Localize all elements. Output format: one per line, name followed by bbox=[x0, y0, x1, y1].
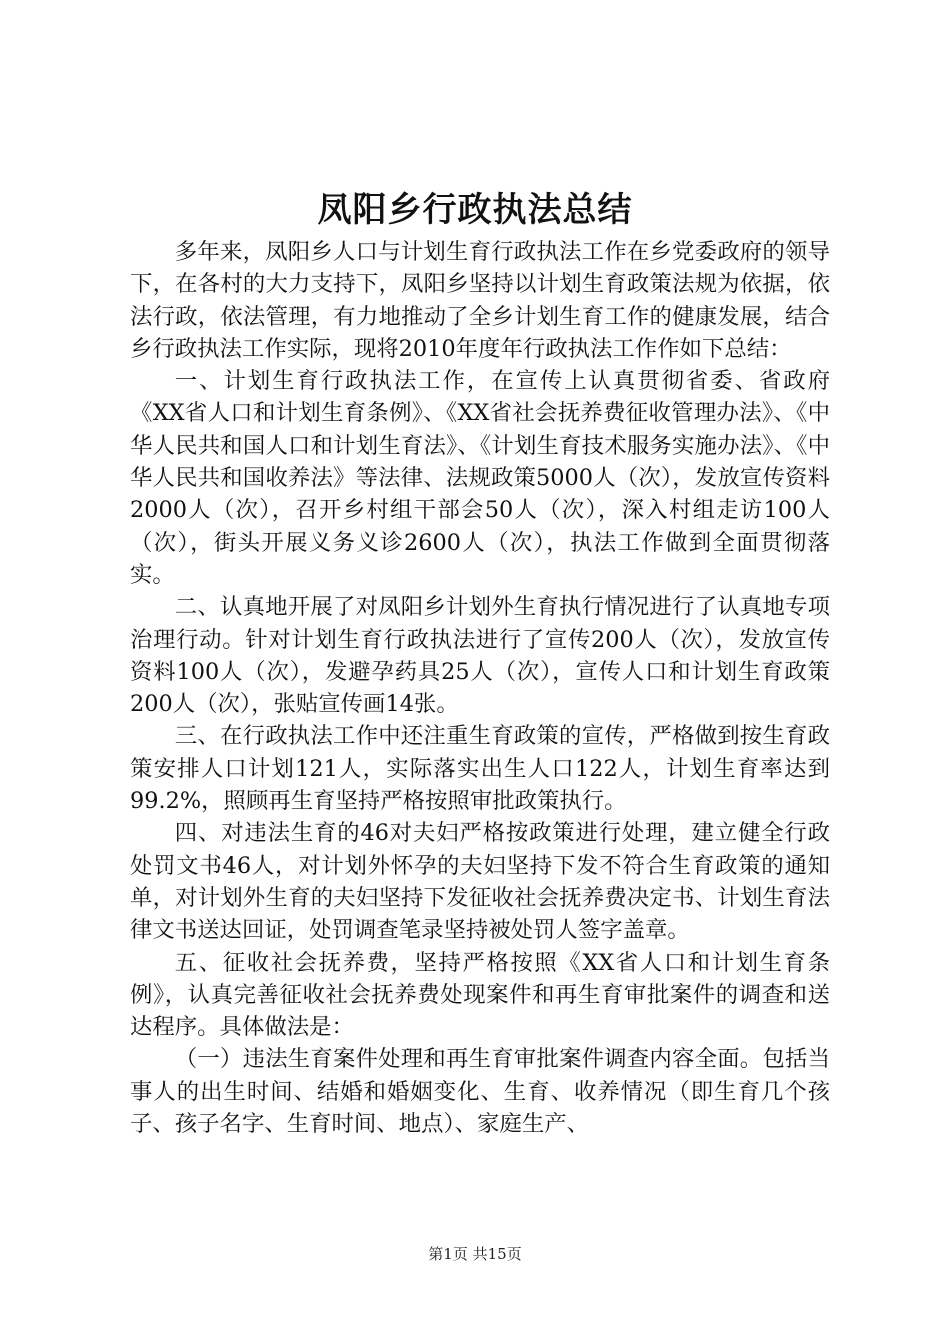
paragraph-intro: 多年来，凤阳乡人口与计划生育行政执法工作在乡党委政府的领导下，在各村的大力支持下，凤阳乡坚持以计划生育政策法规为依据，依法行政，依法管理，有力地推动了全乡计划生育工作的健康发展，结合乡行政执法工作实际，现将2010年度年行政执法工作作如下总结： bbox=[130, 239, 830, 362]
paragraph-section-1: 一、计划生育行政执法工作，在宣传上认真贯彻省委、省政府《XX省人口和计划生育条例》、《XX省社会抚养费征收管理办法》、《中华人民共和国人口和计划生育法》、《计划生育技术服务实施办法》、《中华人民共和国收养法》等法律、法规政策5000人（次），发放宣传资料2000人（次），召开乡村组干部会50人（次），深入村组走访100人（次），街头开展义务义诊2600人（次），执法工作做到全面贯彻落实。 bbox=[130, 368, 830, 588]
document-title: 凤阳乡行政执法总结 bbox=[317, 190, 633, 230]
page-number-footer: 第1页 共15页 bbox=[428, 1245, 522, 1263]
paragraph-subsection-1: （一）违法生育案件处理和再生育审批案件调查内容全面。包括当事人的出生时间、结婚和婚姻变化、生育、收养情况（即生育几个孩子、孩子名字、生育时间、地点）、家庭生产、 bbox=[130, 1046, 830, 1138]
paragraph-section-2: 二、认真地开展了对凤阳乡计划外生育执行情况进行了认真地专项治理行动。针对计划生育行政执法进行了宣传200人（次），发放宣传资料100人（次），发避孕药具25人（次），宣传人口和计划生育政策200人（次），张贴宣传画14张。 bbox=[130, 594, 830, 718]
paragraph-section-4: 四、对违法生育的46对夫妇严格按政策进行处理，建立健全行政处罚文书46人，对计划外怀孕的夫妇坚持下发不符合生育政策的通知单，对计划外生育的夫妇坚持下发征收社会抚养费决定书、计划生育法律文书送达回证，处罚调查笔录坚持被处罚人签字盖章。 bbox=[130, 820, 830, 944]
paragraph-section-3: 三、在行政执法工作中还注重生育政策的宣传，严格做到按生育政策安排人口计划121人，实际落实出生人口122人，计划生育率达到99.2%，照顾再生育坚持严格按照审批政策执行。 bbox=[130, 723, 830, 815]
paragraph-section-5: 五、征收社会抚养费，坚持严格按照《XX省人口和计划生育条例》，认真完善征收社会抚养费处现案件和再生育审批案件的调查和送达程序。具体做法是： bbox=[130, 949, 830, 1041]
document-body bbox=[130, 236, 830, 1140]
